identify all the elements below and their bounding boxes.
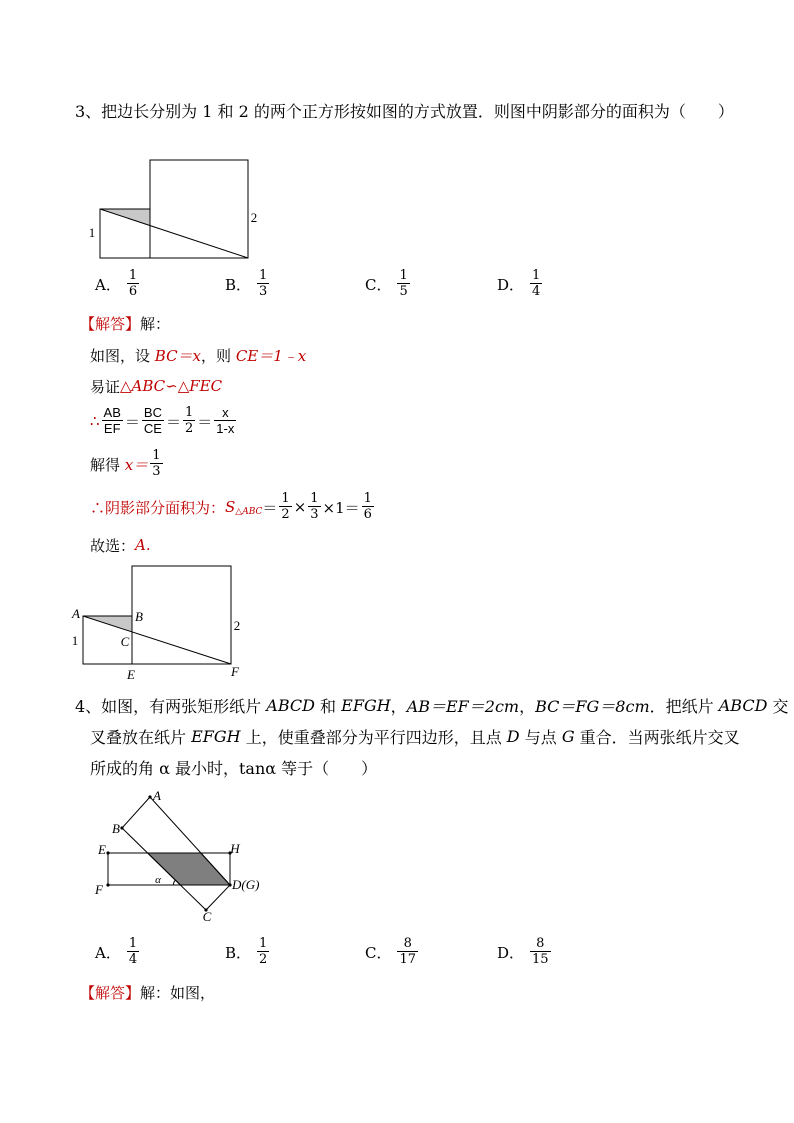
equals-sign: ＝: [124, 412, 140, 431]
stem-text: 上，使重叠部分为平行四边形，且点: [240, 727, 507, 747]
denominator: 4: [532, 284, 541, 299]
numerator: x: [222, 405, 229, 420]
numerator: 1: [259, 268, 268, 283]
numerator: BC: [143, 405, 162, 420]
denominator: 17: [399, 952, 417, 967]
option-fraction: [530, 269, 542, 299]
q4-option-b: [225, 936, 271, 968]
numerator: 1: [399, 268, 408, 283]
q4-stem-line-1: [75, 690, 789, 720]
numerator: 1: [363, 491, 372, 506]
therefore-symbol: ∴: [90, 412, 100, 430]
fraction-one-half: [183, 406, 195, 436]
denominator: 5: [399, 284, 408, 299]
label-angle-alpha: α: [155, 874, 161, 886]
stem-text: 叉叠放在纸片: [90, 727, 192, 747]
stem-symbol: G: [561, 726, 575, 746]
label-point-dg: D(G): [232, 877, 260, 892]
option-letter: C．: [365, 275, 392, 294]
q3-solution-line-1: [90, 340, 306, 370]
numerator: 1: [128, 936, 138, 951]
solution-expression: BC＝x: [154, 346, 202, 365]
q3-option-a: [95, 268, 141, 300]
q3-stem: [75, 95, 734, 125]
solution-text: ∴阴影部分面积为：: [90, 498, 226, 517]
option-fraction: [530, 937, 551, 967]
label-point-c: C: [202, 909, 212, 924]
q3-option-b: [225, 268, 271, 300]
denominator: 3: [259, 284, 268, 299]
area-symbol: S: [225, 498, 236, 516]
vertex-dot-a: [148, 795, 151, 798]
stem-text: ，: [519, 696, 536, 716]
stem-text: 所成的角 α 最小时，tanα 等于（ ）: [90, 758, 378, 778]
segment-af: [83, 616, 231, 664]
solution-text: 如图，设: [90, 346, 155, 365]
numerator: 1: [128, 268, 138, 283]
stem-text: ．把纸片: [649, 696, 719, 716]
q3-solution-line-2: [90, 371, 222, 401]
solution-text: 易证: [90, 377, 121, 396]
option-letter: A．: [95, 943, 121, 962]
equals-sign: ＝: [262, 498, 278, 517]
q3-solution-line-3: [90, 404, 238, 438]
stem-text: 与点: [519, 727, 562, 747]
label-point-b: B: [135, 609, 143, 624]
large-square: [150, 160, 248, 258]
solution-tail: ×1＝: [322, 498, 360, 517]
vertex-dot-e: [106, 851, 109, 854]
q4-option-a: [95, 936, 141, 968]
stem-symbol: BC＝FG＝8cm: [535, 696, 650, 716]
fraction-bc-ce: [142, 406, 164, 436]
denominator: 4: [128, 952, 138, 967]
q3-option-d: [497, 268, 544, 300]
fraction-one-third: [308, 492, 320, 522]
connecting-segment: [100, 209, 248, 258]
stem-text: 交: [767, 696, 789, 716]
label-side-large: 2: [233, 618, 241, 633]
denominator: 6: [363, 507, 372, 522]
label-point-f: F: [95, 882, 103, 897]
stem-symbol: ABCD: [266, 695, 315, 715]
q4-figure-crossed-rectangles: [85, 785, 285, 925]
solution-heading-label: 【解答】: [80, 314, 141, 333]
stem-symbol: AB＝EF＝2cm: [406, 696, 520, 716]
option-letter: D．: [497, 943, 525, 962]
q3-solution-figure: [60, 555, 260, 683]
q3-solution-heading: [80, 308, 170, 338]
stem-symbol: EFGH: [341, 695, 391, 715]
stem-symbol: D: [506, 726, 520, 746]
stem-symbol: ABCD: [718, 695, 768, 715]
denominator: 2: [259, 952, 268, 967]
vertex-dot-f: [106, 883, 109, 886]
q3-solution-line-4: [90, 448, 165, 480]
q4-solution-heading: [80, 977, 215, 1007]
solution-variable: x＝: [124, 455, 149, 474]
label-point-f: F: [231, 664, 239, 679]
option-fraction: [127, 269, 139, 299]
denominator: 15: [532, 952, 549, 967]
answer-choice: A.: [135, 536, 151, 554]
vertex-dot-b: [120, 826, 123, 829]
denominator: 6: [128, 284, 138, 299]
q3-option-c: [365, 268, 412, 300]
option-letter: B．: [225, 275, 252, 294]
label-point-e: E: [127, 667, 135, 682]
solution-lead: 解：如图，: [140, 983, 216, 1002]
area-subscript: △ABC: [235, 507, 263, 517]
stem-text: ，: [390, 696, 407, 716]
option-fraction: [397, 269, 409, 299]
fraction-one-sixth: [362, 492, 374, 522]
option-fraction: [127, 937, 139, 967]
fraction-one-half: [279, 492, 291, 522]
angle-alpha-arc: [173, 880, 175, 885]
large-square: [132, 566, 231, 664]
numerator: 1: [152, 448, 161, 463]
times-sign: ×: [293, 498, 307, 516]
stem-text: 和: [314, 696, 342, 716]
numerator: 1: [184, 405, 194, 420]
denominator: 3: [310, 507, 319, 522]
solution-text: 故选：: [90, 536, 136, 555]
q4-stem-line-2: [90, 721, 740, 751]
option-fraction: [397, 937, 418, 967]
solution-text: 解得: [90, 455, 125, 474]
solution-expression: CE＝1﹣x: [235, 346, 307, 365]
stem-text: 4、如图，有两张矩形纸片: [75, 696, 267, 716]
numerator: 1: [281, 491, 290, 506]
denominator: 3: [152, 464, 161, 479]
fraction-one-third: [150, 449, 162, 479]
denominator: 1-x: [216, 421, 235, 436]
q4-option-c: [365, 936, 420, 968]
label-point-e: E: [98, 842, 106, 857]
denominator: CE: [143, 421, 162, 436]
option-letter: A．: [95, 275, 121, 294]
stem-symbol: EFGH: [191, 726, 241, 746]
fraction-ab-ef: [102, 406, 123, 436]
numerator: 1: [532, 268, 541, 283]
solution-lead: 解：: [140, 314, 171, 333]
denominator: EF: [103, 421, 121, 436]
label-point-a: A: [72, 606, 80, 621]
label-point-h: H: [230, 841, 240, 856]
numerator: AB: [103, 405, 121, 420]
q4-stem-line-3: [90, 752, 377, 782]
fraction-x-over-1-minus-x: [214, 406, 236, 436]
equals-sign: ＝: [165, 412, 181, 431]
q4-option-d: [497, 936, 553, 968]
q3-figure-two-squares: [80, 150, 270, 270]
q3-stem-text: 3、把边长分别为 1 和 2 的两个正方形按如图的方式放置．则图中阴影部分的面积为（ ）: [75, 101, 734, 121]
solution-heading-label: 【解答】: [80, 983, 141, 1002]
numerator: 8: [403, 936, 412, 951]
numerator: 8: [536, 936, 545, 951]
label-point-c: C: [120, 634, 130, 649]
solution-expression: △ABC∽△FEC: [120, 377, 223, 395]
label-point-b: B: [112, 821, 120, 836]
denominator: 2: [281, 507, 290, 522]
stem-text: 重合．当两张纸片交叉: [574, 727, 740, 747]
label-side-large: 2: [250, 210, 258, 225]
label-point-a: A: [153, 788, 161, 803]
option-letter: D．: [497, 275, 525, 294]
numerator: 1: [259, 936, 268, 951]
denominator: 2: [184, 421, 194, 436]
label-side-small: 1: [88, 225, 96, 240]
solution-text: ，则: [201, 346, 236, 365]
equals-sign: ＝: [197, 412, 213, 431]
q3-solution-line-5: [90, 491, 376, 523]
option-letter: B．: [225, 943, 252, 962]
option-letter: C．: [365, 943, 392, 962]
numerator: 1: [310, 491, 319, 506]
option-fraction: [257, 269, 269, 299]
label-side-small: 1: [71, 633, 79, 648]
option-fraction: [257, 937, 269, 967]
